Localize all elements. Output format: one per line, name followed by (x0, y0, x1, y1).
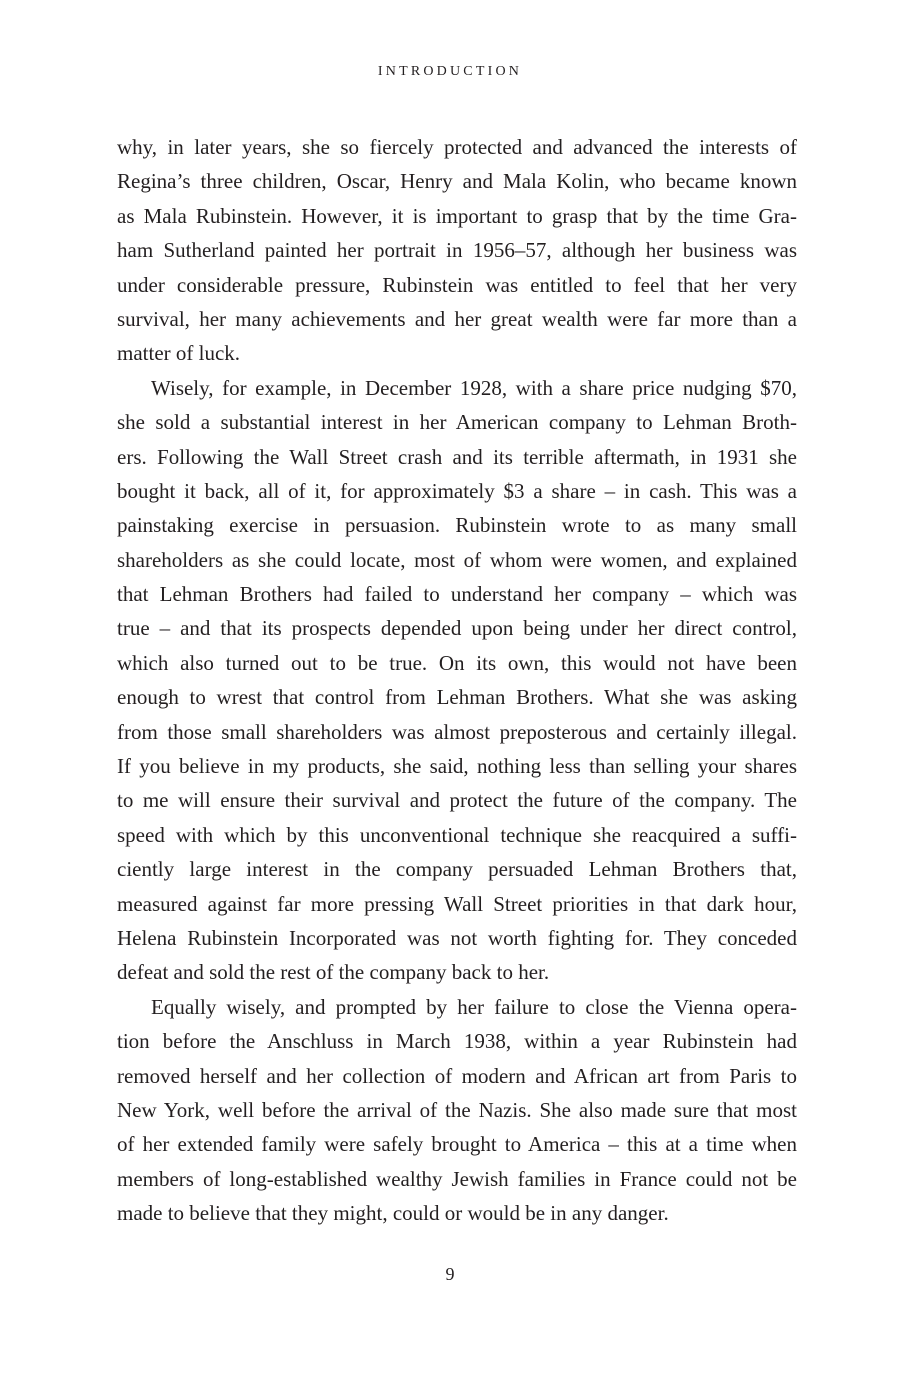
text-line: which also turned out to be true. On its own, this would not have been (117, 650, 797, 675)
text-line: shareholders as she could locate, most of whom were women, and explained (117, 547, 797, 572)
running-head: INTRODUCTION (377, 64, 523, 79)
paragraph (117, 371, 797, 990)
text-line: from those small shareholders was almost preposterous and certainly illegal. (117, 719, 797, 744)
text-line: speed with which by this unconventional technique she reacquired a suffi- (117, 822, 797, 847)
page-number: 9 (445, 1264, 455, 1284)
text-line: tion before the Anschluss in March 1938, within a year Rubinstein had (117, 1029, 797, 1054)
text-line: of her extended family were safely brought to America – this at a time when (117, 1132, 797, 1157)
text-line: made to believe that they might, could or would be in any danger. (117, 1201, 669, 1226)
text-line: she sold a substantial interest in her American company to Lehman Broth- (117, 410, 797, 435)
text-line: matter of luck. (117, 341, 241, 366)
text-line: why, in later years, she so fiercely protected and advanced the interests of (117, 135, 797, 159)
text-line: ham Sutherland painted her portrait in 1956–57, although her business was (117, 238, 797, 263)
text-line: Equally wisely, and prompted by her failure to close the Vienna opera- (151, 994, 797, 1019)
text-line: New York, well before the arrival of the Nazis. She also made sure that most (117, 1097, 797, 1122)
text-line: Helena Rubinstein Incorporated was not worth fighting for. They conceded (117, 925, 797, 950)
text-line: If you believe in my products, she said, nothing less than selling your shares (117, 754, 797, 779)
text-line: as Mala Rubinstein. However, it is important to grasp that by the time Gra- (117, 203, 797, 228)
text-line: ciently large interest in the company persuaded Lehman Brothers that, (117, 857, 797, 882)
text-line: under considerable pressure, Rubinstein was entitled to feel that her very (117, 272, 797, 297)
paragraph (117, 130, 797, 371)
text-line: defeat and sold the rest of the company back to her. (117, 960, 550, 985)
text-line: that Lehman Brothers had failed to understand her company – which was (117, 582, 797, 607)
text-line: Wisely, for example, in December 1928, with a share price nudging $70, (151, 375, 797, 400)
text-line: members of long-established wealthy Jewish families in France could not be (117, 1166, 797, 1191)
text-line: Regina’s three children, Oscar, Henry and Mala Kolin, who became known (117, 169, 797, 194)
text-line: bought it back, all of it, for approximately $3 a share – in cash. This was a (117, 478, 797, 503)
text-line: ers. Following the Wall Street crash and its terrible aftermath, in 1931 she (117, 444, 797, 469)
text-line: painstaking exercise in persuasion. Rubinstein wrote to as many small (117, 513, 797, 538)
text-line: measured against far more pressing Wall Street priorities in that dark hour, (117, 891, 797, 916)
text-line: survival, her many achievements and her great wealth were far more than a (117, 306, 797, 331)
body-text (117, 130, 797, 1231)
paragraph (117, 990, 797, 1231)
text-line: enough to wrest that control from Lehman Brothers. What she was asking (117, 685, 797, 710)
text-line: removed herself and her collection of modern and African art from Paris to (117, 1063, 797, 1088)
text-line: to me will ensure their survival and protect the future of the company. The (117, 788, 797, 813)
text-line: true – and that its prospects depended upon being under her direct control, (117, 616, 797, 641)
